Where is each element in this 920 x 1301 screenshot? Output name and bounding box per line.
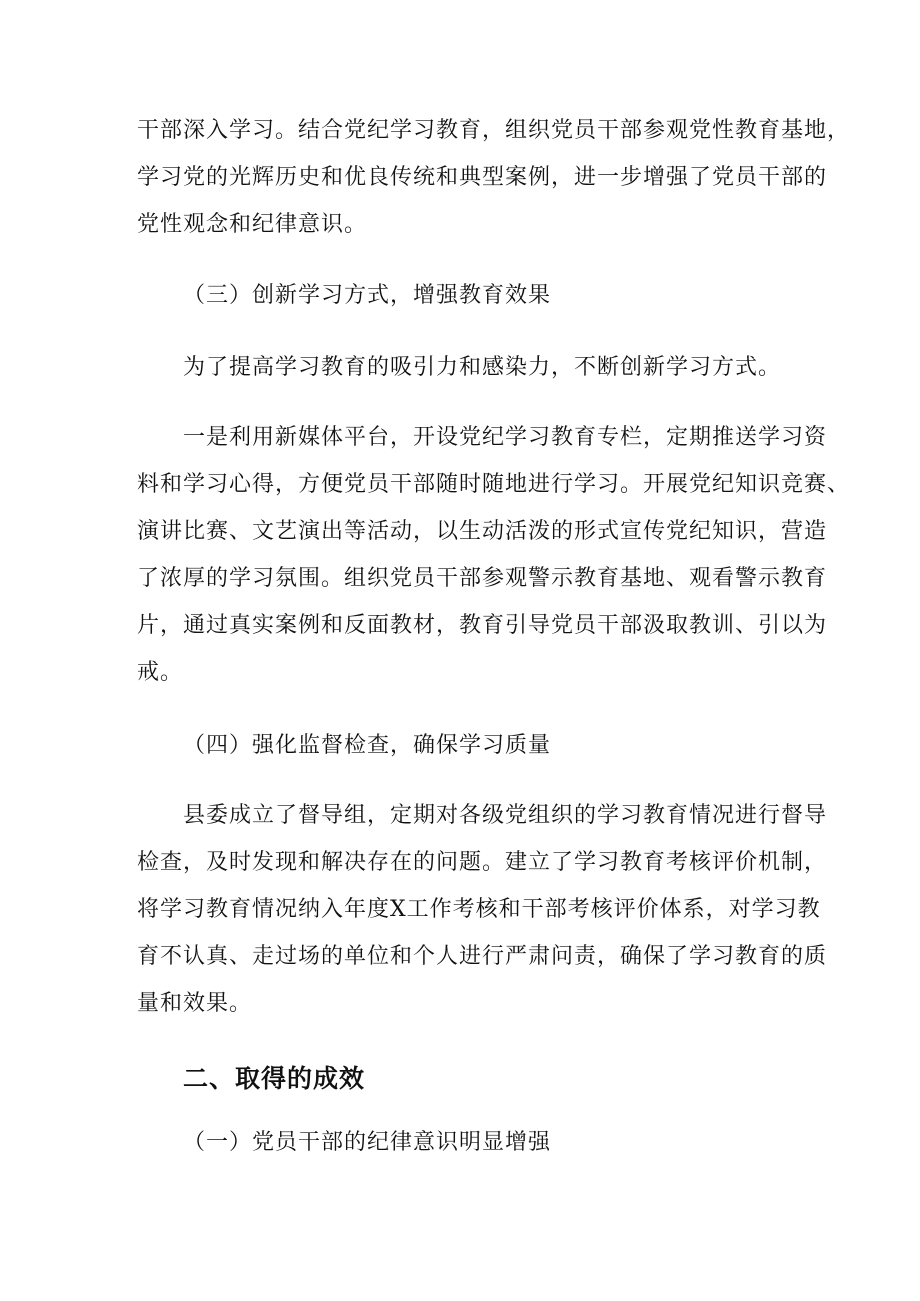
paragraph-line: 育不认真、走过场的单位和个人进行严肃问责，确保了学习教育的质	[137, 944, 828, 969]
paragraph-2	[137, 344, 787, 391]
paragraph-line: 料和学习心得，方便党员干部随时随地进行学习。开展党纪知识竞赛、	[137, 472, 851, 497]
subsection-heading-1: （一）党员干部的纪律意识明显增强	[183, 1130, 552, 1155]
paragraph-line: 县委成立了督导组，定期对各级党组织的学习教育情况进行督导	[183, 803, 828, 828]
paragraph-line: 检查，及时发现和解决存在的问题。建立了学习教育考核评价机制，	[137, 850, 828, 875]
paragraph-1	[137, 107, 851, 248]
paragraph-3	[137, 414, 851, 696]
paragraph-line: 演讲比赛、文艺演出等活动，以生动活泼的形式宣传党纪知识，营造	[137, 519, 828, 544]
section-heading-4: （四）强化监督检查，确保学习质量	[183, 733, 552, 758]
paragraph-line: 为了提高学习教育的吸引力和感染力，不断创新学习方式。	[183, 355, 782, 380]
paragraph-line: 干部深入学习。结合党纪学习教育，组织党员干部参观党性教育基地，	[137, 118, 851, 143]
paragraph-line: 了浓厚的学习氛围。组织党员干部参观警示教育基地、观看警示教育	[137, 566, 828, 591]
paragraph-line: 一是利用新媒体平台，开设党纪学习教育专栏，定期推送学习资	[183, 425, 828, 450]
section-heading-3: （三）创新学习方式，增强教育效果	[183, 283, 552, 308]
section-title-achievements: 二、取得的成效	[183, 1064, 366, 1093]
paragraph-line: 量和效果。	[137, 991, 253, 1016]
paragraph-4	[137, 792, 828, 1027]
paragraph-line: 学习党的光辉历史和优良传统和典型案例，进一步增强了党员干部的	[137, 165, 828, 190]
paragraph-line: 片，通过真实案例和反面教材，教育引导党员干部汲取教训、引以为	[137, 613, 828, 638]
paragraph-line: 戒。	[137, 660, 184, 685]
paragraph-line: 党性观念和纪律意识。	[137, 212, 368, 237]
paragraph-line: 将学习教育情况纳入年度X工作考核和干部考核评价体系，对学习教	[137, 897, 821, 922]
